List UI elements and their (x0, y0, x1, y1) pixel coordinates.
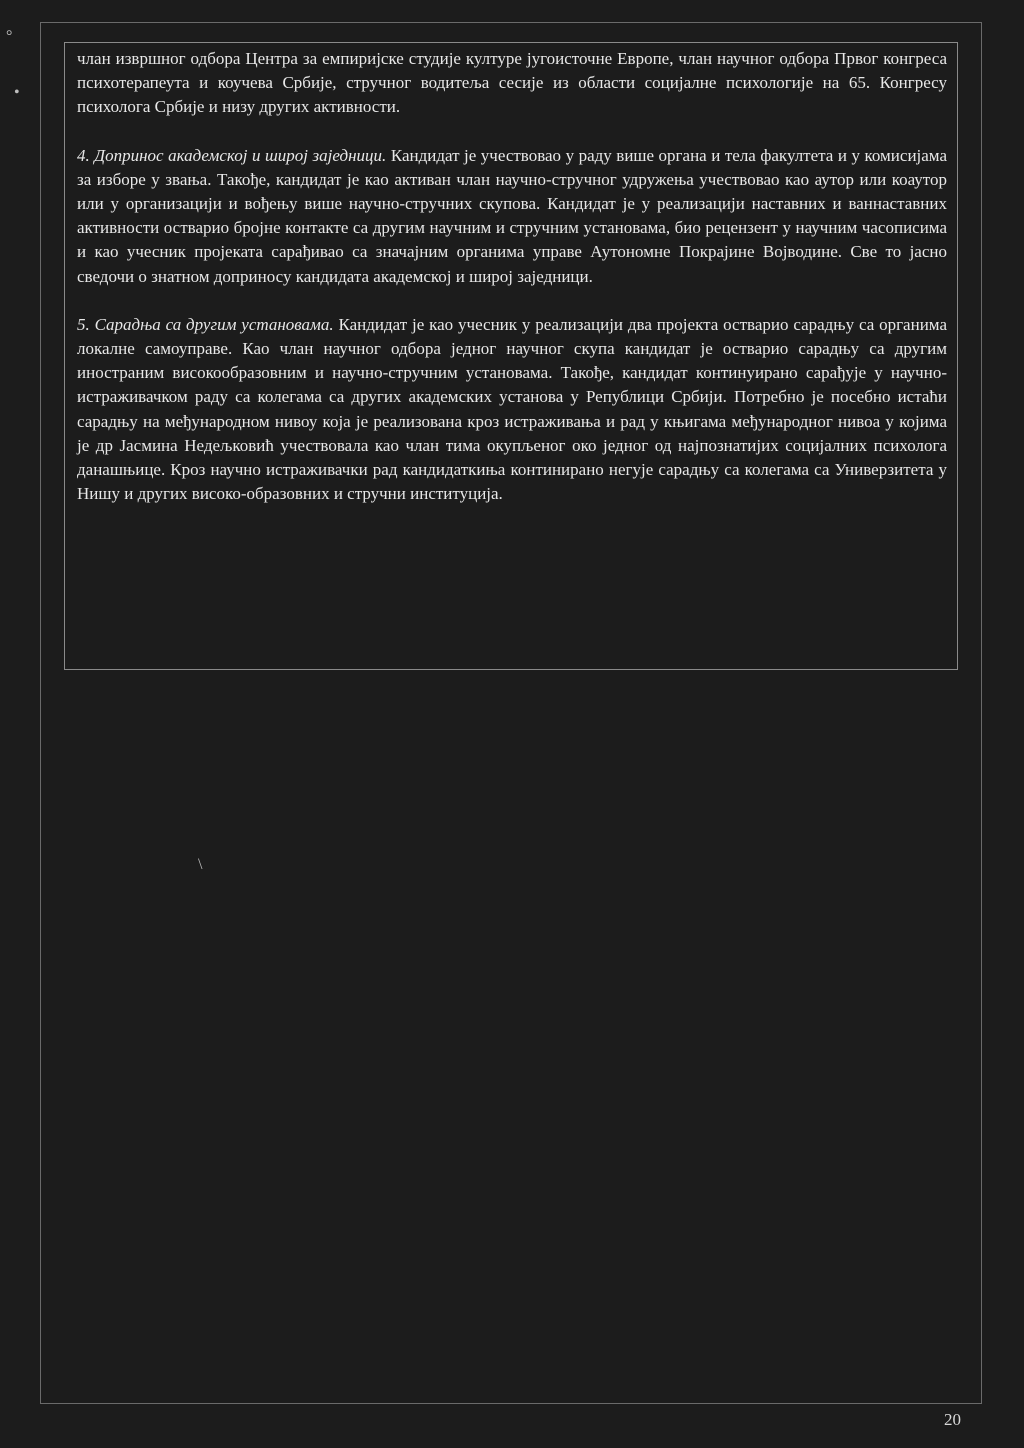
page-number: 20 (944, 1410, 961, 1429)
section-heading: 5. Сарадња са другим установама. (77, 314, 334, 334)
paragraph-institutional-cooperation (77, 313, 947, 507)
paragraph-text: Кандидат је учествовао у раду више органа и тела факултета и у комисијама за изборе у звања. Такође, кандидат је као активан члан научно-стручног удружења учествовао као аутор или коаутор или у организацији и вођењу више научно-стручних скупова. Кандидат је у реализацији наставних и ваннаставних активности остварио бројне контакте са другим научним и стручним установама, био рецензент у научним часописима и као учесник пројеката сарађивао са значајним органима управе Аутономне Покрајине Војводине. Све то јасно сведочи о знатном доприносу кандидата академској и широј заједници. (77, 145, 947, 286)
paragraph-continuation (77, 47, 947, 120)
scan-mark-left: • (14, 84, 20, 101)
scan-mark-top-left: ° (6, 28, 13, 45)
section-heading: 4. Допринос академској и широј заједници. (77, 145, 387, 165)
paragraph-community-contribution (77, 144, 947, 289)
document-text-box (64, 42, 958, 670)
paragraph-text: члан извршног одбора Центра за емпиријске студије културе југоисточне Европе, члан научног одбора Првог конгреса психотерапеута и коучева Србије, стручног водитеља сесије из области социјалне психологије на 65. Конгресу психолога Србије и низу других активности. (77, 49, 947, 117)
scan-mark-middle: \ (198, 856, 203, 873)
paragraph-text: Кандидат је као учесник у реализацији два пројекта остварио сарадњу са органима локалне самоуправе. Као члан научног одбора једног научног скупа кандидат је остварио сарадњу са другим иностраним високообразовним и научно-стручним установама. Такође, кандидат континуирано сарађује у научно-истраживачком раду са колегама са других академских установа у Републици Србији. Потребно је посебно истаћи сарадњу на међународном нивоу која је реализована кроз истраживања и рад у књигама међународног нивоа у којима је др Јасмина Недељковић учествовала као члан тима окупљеног око једног од најпознатијих социјалних психолога данашњице. Кроз научно истраживачки рад кандидаткиња континирано негује сарадњу са колегама са Универзитета у Нишу и других високо-образовних и стручни институција. (77, 314, 947, 504)
